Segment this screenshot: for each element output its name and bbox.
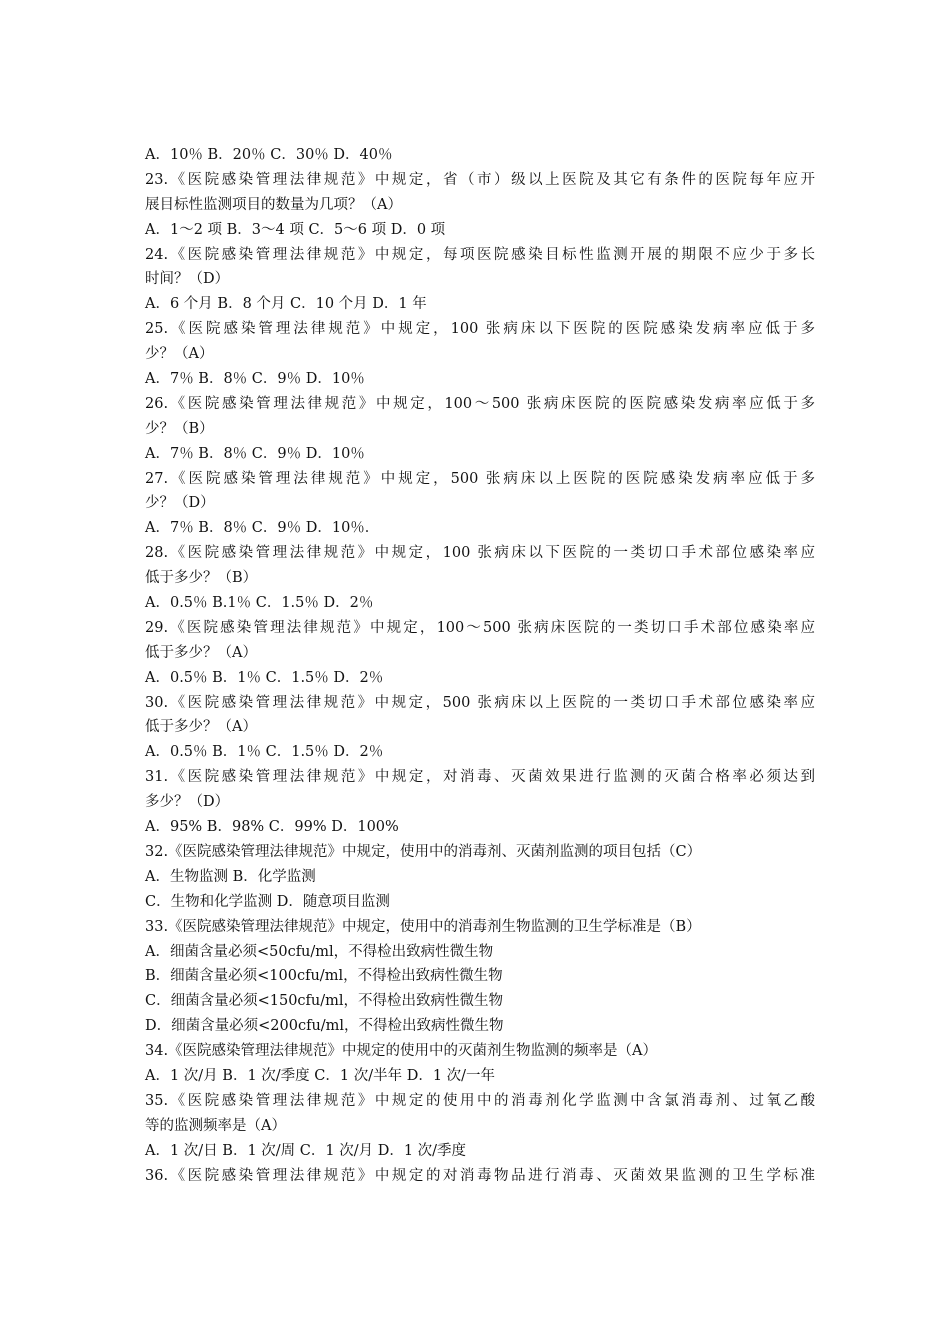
- text-line: 展目标性监测项目的数量为几项？（A）: [145, 196, 402, 213]
- text-line: 多少？（D）: [145, 794, 230, 811]
- text-line: 低于多少？（A）: [145, 719, 257, 736]
- text-line: A．1 次/日 B．1 次/周 C．1 次/月 D．1 次/季度: [145, 1142, 467, 1159]
- text-line: A．0.5％ B．1％ C．1.5％ D．2％: [145, 744, 384, 761]
- text-line: D．细菌含量必须<200cfu/ml，不得检出致病性微生物: [145, 1018, 504, 1035]
- text-line: A．6 个月 B．8 个月 C．10 个月 D．1 年: [145, 296, 427, 313]
- text-line: A．7％ B．8％ C．9％ D．10％．: [145, 520, 380, 537]
- text-line: A．细菌含量必须<50cfu/ml，不得检出致病性微生物: [145, 943, 494, 960]
- text-line: 低于多少？（B）: [145, 570, 258, 587]
- text-line: 少？（B）: [145, 420, 214, 437]
- text-line: A．10％ B．20％ C．30％ D．40％: [145, 147, 393, 163]
- text-line: 32.《医院感染管理法律规范》中规定，使用中的消毒剂、灭菌剂监测的项目包括（C）: [145, 843, 702, 860]
- text-line: 30.《医院感染管理法律规范》中规定，500 张病床以上医院的一类切口手术部位感染率应: [145, 694, 815, 711]
- text-line: 25.《医院感染管理法律规范》中规定，100 张病床以下医院的医院感染发病率应低于多: [145, 321, 815, 338]
- text-line: C．细菌含量必须<150cfu/ml，不得检出致病性微生物: [145, 993, 504, 1010]
- text-line: 35.《医院感染管理法律规范》中规定的使用中的消毒剂化学监测中含氯消毒剂、过氧乙酸: [145, 1092, 815, 1109]
- text-line: 时间？（D）: [145, 271, 230, 288]
- text-line: A．0.5％ B.1％ C．1.5％ D．2％: [145, 595, 374, 612]
- text-line: A．生物监测 B．化学监测: [145, 868, 316, 885]
- text-line: 少？（A）: [145, 346, 214, 363]
- text-line: A．95% B．98% C．99% D．100%: [145, 819, 399, 836]
- text-line: 24.《医院感染管理法律规范》中规定，每项医院感染目标性监测开展的期限不应少于多长: [145, 246, 815, 263]
- text-line: A．0.5％ B．1％ C．1.5％ D．2％: [145, 669, 384, 686]
- text-line: 低于多少？（A）: [145, 644, 257, 661]
- text-line: 33.《医院感染管理法律规范》中规定，使用中的消毒剂生物监测的卫生学标准是（B）: [145, 918, 701, 935]
- text-line: 等的监测频率是（A）: [145, 1117, 286, 1134]
- text-line: 27.《医院感染管理法律规范》中规定，500 张病床以上医院的医院感染发病率应低于多: [145, 470, 815, 487]
- text-line: 少？（D）: [145, 495, 215, 512]
- text-line: 29.《医院感染管理法律规范》中规定，100～500 张病床医院的一类切口手术部位感染率应: [145, 619, 815, 636]
- text-line: A．1 次/月 B．1 次/季度 C．1 次/半年 D．1 次/一年: [145, 1067, 496, 1084]
- text-line: 26.《医院感染管理法律规范》中规定，100～500 张病床医院的医院感染发病率应低于多: [145, 395, 815, 412]
- text-line: 31.《医院感染管理法律规范》中规定，对消毒、灭菌效果进行监测的灭菌合格率必须达到: [145, 769, 815, 786]
- text-line: A．7％ B．8％ C．9％ D．10％: [145, 371, 365, 388]
- text-line: C．生物和化学监测 D．随意项目监测: [145, 893, 390, 910]
- text-line: B．细菌含量必须<100cfu/ml，不得检出致病性微生物: [145, 968, 503, 985]
- text-line: A．7％ B．8％ C．9％ D．10％: [145, 445, 365, 462]
- text-line: 28.《医院感染管理法律规范》中规定，100 张病床以下医院的一类切口手术部位感染率应: [145, 545, 815, 562]
- text-line: 23.《医院感染管理法律规范》中规定，省（市）级以上医院及其它有条件的医院每年应开: [145, 171, 815, 188]
- question-list: [145, 143, 815, 1188]
- text-line: 36.《医院感染管理法律规范》中规定的对消毒物品进行消毒、灭菌效果监测的卫生学标准: [145, 1167, 815, 1184]
- text-line: 34.《医院感染管理法律规范》中规定的使用中的灭菌剂生物监测的频率是（A）: [145, 1043, 658, 1060]
- text-line: A．1～2 项 B．3～4 项 C．5～6 项 D．0 项: [145, 221, 446, 238]
- document-page: [145, 143, 815, 1188]
